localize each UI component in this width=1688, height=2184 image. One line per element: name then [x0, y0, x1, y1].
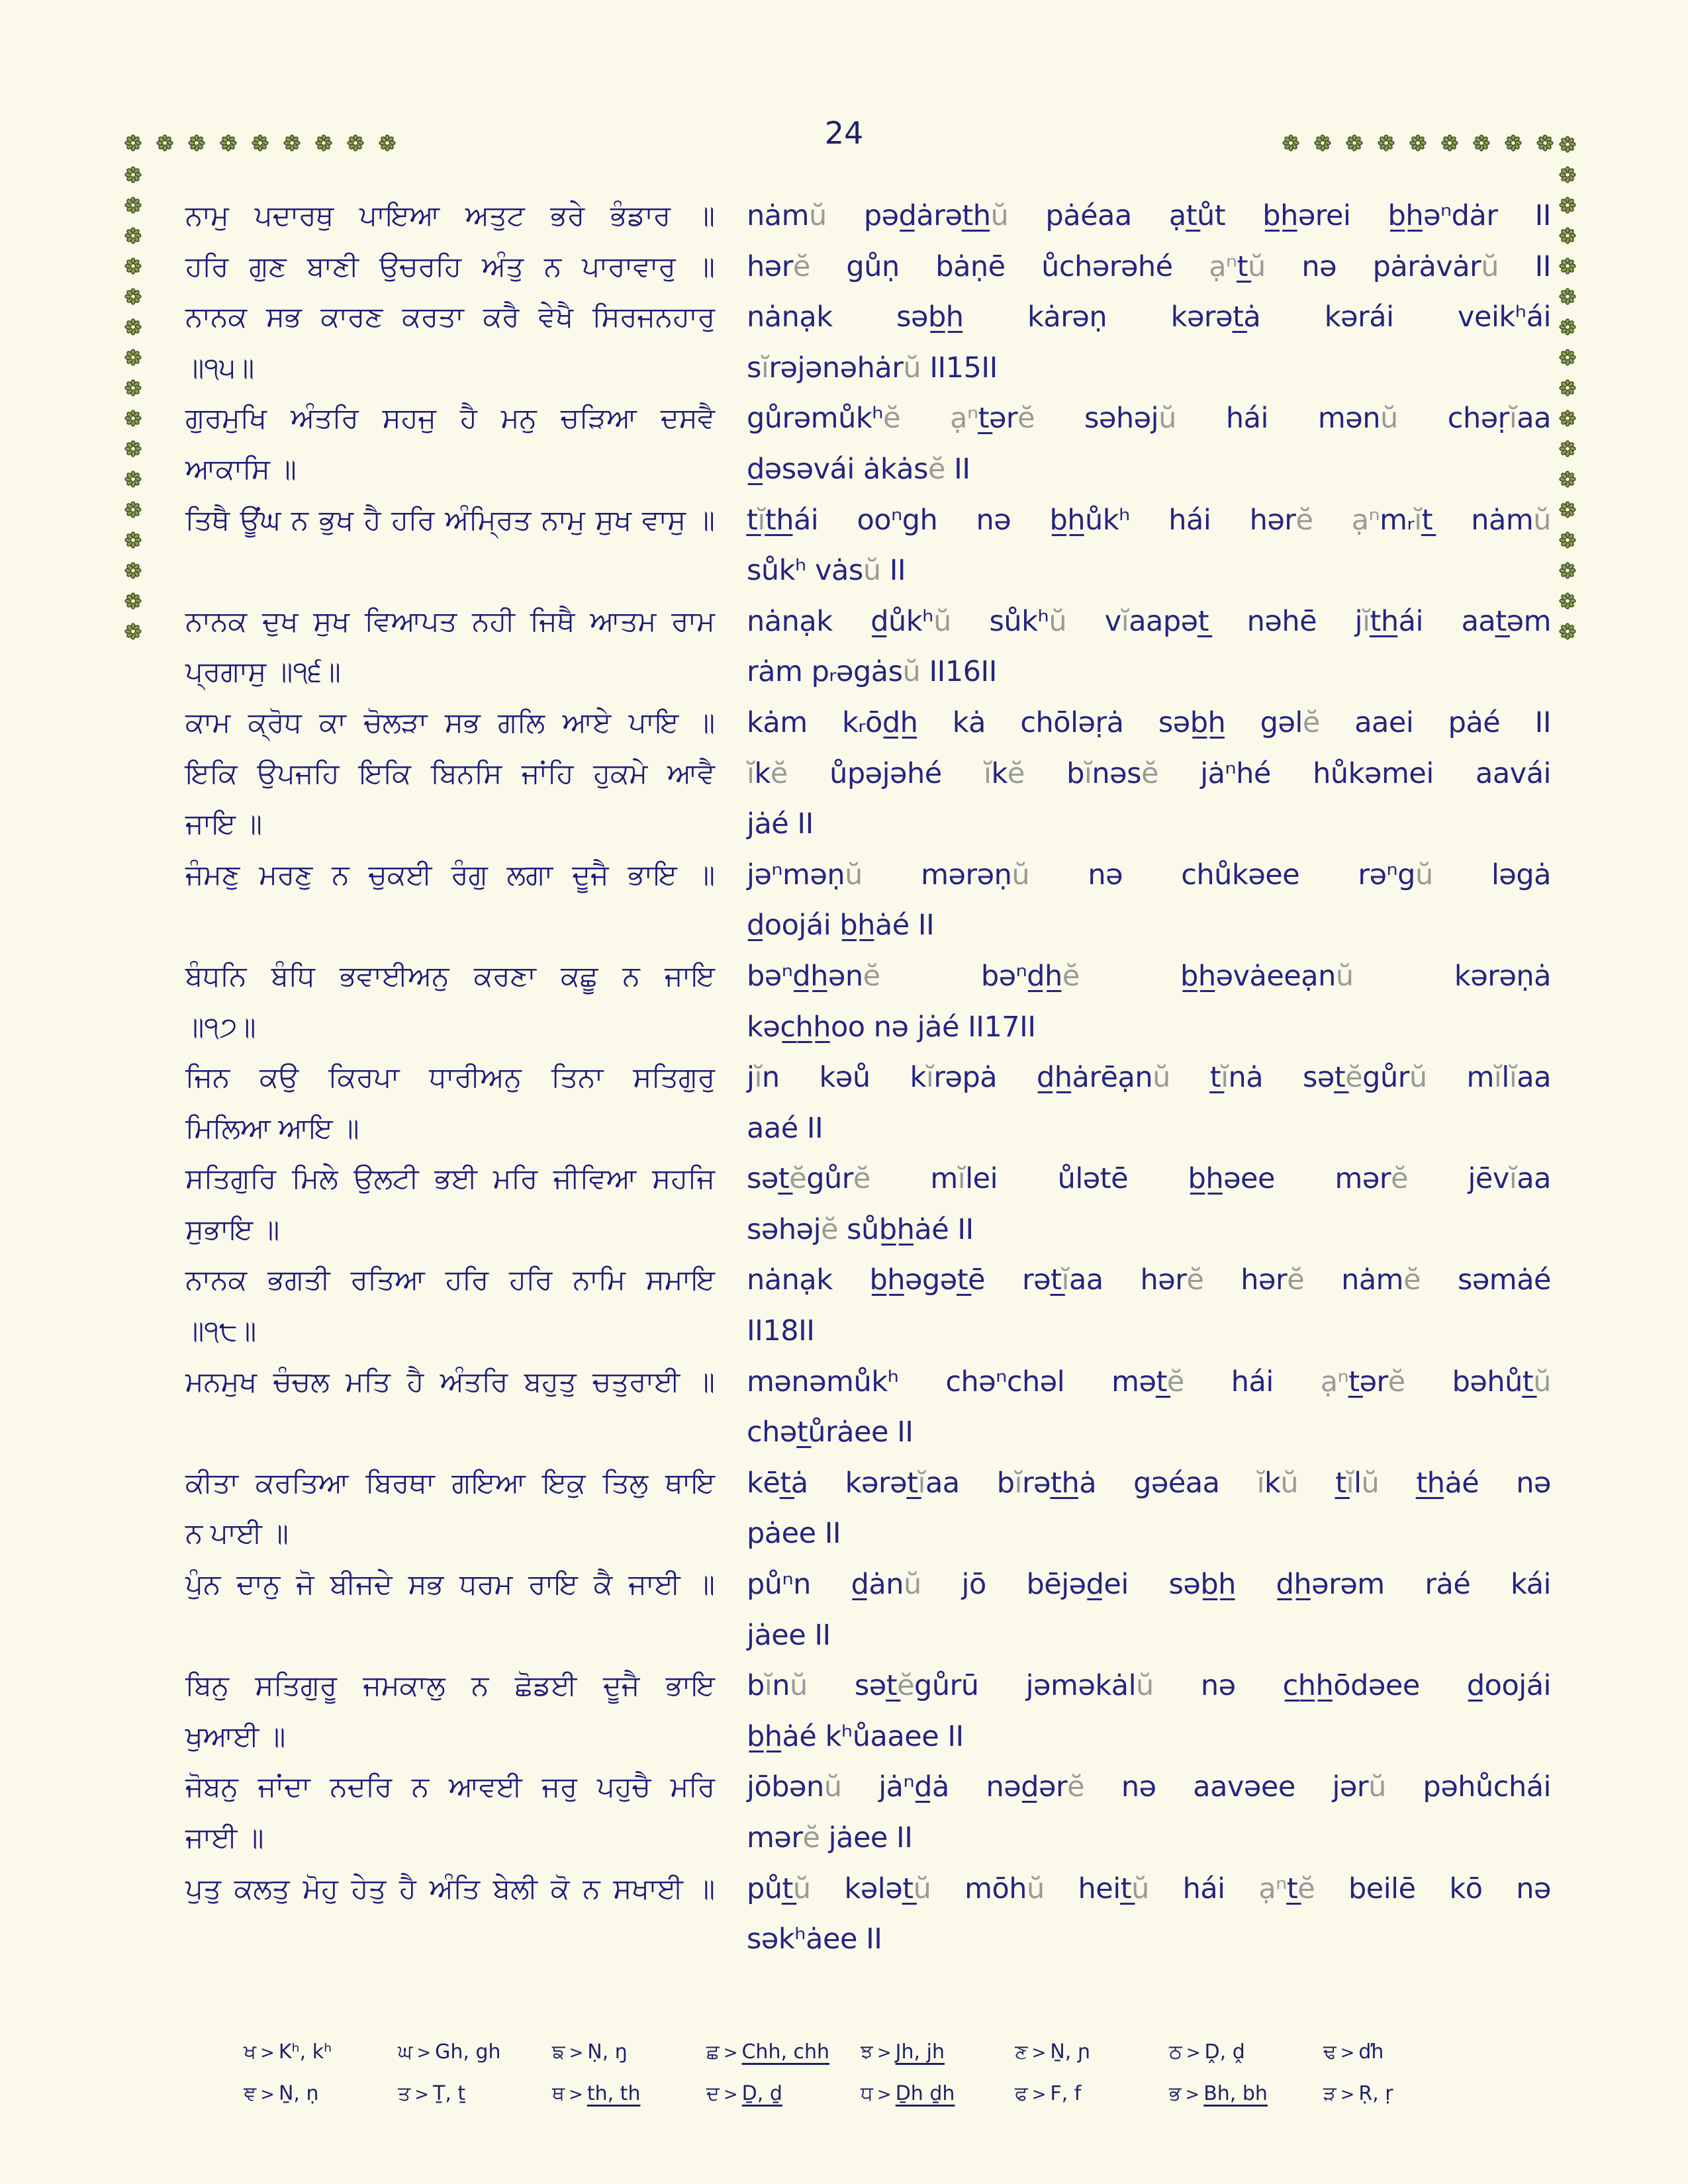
key-entry — [1015, 2079, 1169, 2110]
latin-value: Jh, jh — [895, 2040, 945, 2064]
gurmukhi-letter: ਛ — [706, 2040, 720, 2064]
maps-to-symbol: > — [1031, 2085, 1047, 2105]
transliteration-line: půⁿn d̲ȧnŭ jō bējəd̲ei səb̲h̲ d̲h̲ərəm rȧé kái — [747, 1568, 1551, 1602]
gurmukhi-line — [185, 1407, 715, 1458]
gurmukhi-letter: ਝ — [861, 2040, 873, 2064]
transliteration-line: kēt̲ȧ kərət̲ĭaa bĭrət̲h̲ȧ gəéaa ĭkŭ t̲ĭlŭ t̲h̲ȧé nə — [747, 1466, 1552, 1500]
flower-icon — [1314, 134, 1331, 152]
flower-icon — [124, 562, 142, 579]
gurmukhi-line: ਕਾਮ ਕ੍ਰੋਧ ਕਾ ਚੋਲੜਾ ਸਭ ਗਲਿ ਆਏ ਪਾਇ ॥ — [185, 706, 715, 738]
gurmukhi-line: ਆਕਾਸਿ ॥ — [185, 453, 297, 484]
transliteration-line: jəⁿməṇŭ mərəṇŭ nə chůkəee rəⁿgŭ ləgȧ — [747, 858, 1551, 891]
transliteration-line: pȧee II — [747, 1517, 841, 1551]
key-entry — [1169, 2079, 1323, 2110]
gurmukhi-letter: ਙ — [552, 2040, 565, 2064]
flower-icon — [220, 134, 237, 152]
transliteration-line: ĭkĕ ůpəjəhé ĭkĕ bĭnəsĕ jȧⁿhé hůkəmei aavái — [747, 756, 1552, 790]
transliteration-line: jōbənŭ jȧⁿd̲ȧ nəd̲ərĕ nə aavəee jərŭ pəhůchái — [747, 1770, 1551, 1804]
key-entry — [552, 2079, 706, 2110]
gurmukhi-line: ਨਾਮੁ ਪਦਾਰਥੁ ਪਾਇਆ ਅਤੁਟ ਭਰੇ ਭੰਡਾਰ ॥ — [185, 200, 715, 231]
gurmukhi-line: ਸੁਭਾਇ ॥ — [185, 1213, 280, 1245]
gurmukhi-letter: ਧ — [861, 2082, 873, 2105]
gurmukhi-letter: ਣ — [1015, 2040, 1028, 2064]
flower-icon — [1559, 257, 1576, 275]
flower-icon — [1505, 134, 1522, 152]
flower-icon — [124, 471, 142, 488]
gurmukhi-line: ॥੧੭॥ — [185, 1011, 256, 1042]
gurmukhi-letter: ਫ — [1015, 2082, 1028, 2105]
latin-value: ďh — [1358, 2040, 1384, 2064]
transliteration-line: nȧnạk səb̲h̲ kȧrəṇ kərət̲ȧ kərái veikʰái — [747, 300, 1551, 334]
flower-icon — [156, 134, 173, 152]
page-number: 24 — [824, 115, 864, 151]
flower-icon — [124, 623, 142, 640]
latin-value: th, th — [586, 2082, 641, 2105]
maps-to-symbol: > — [876, 2085, 892, 2105]
gurmukhi-letter: ਭ — [1169, 2082, 1182, 2105]
transliteration-line: jȧé II — [747, 807, 814, 841]
transliteration-line: t̲ĭt̲h̲ái ooⁿgh nə b̲h̲ůkʰ hái hərĕ ạⁿmᵣĭt̲ nȧmŭ — [747, 503, 1551, 537]
maps-to-symbol: > — [1186, 2043, 1201, 2063]
flower-icon — [1559, 501, 1576, 518]
transliteration-line: jĭn kəů kĭrəpȧ d̲h̲ȧrēạnŭ t̲ĭnȧ sət̲ĕgůrŭ mĭlĭaa — [747, 1061, 1551, 1095]
gurmukhi-line: ਮਨਮੁਖ ਚੰਚਲ ਮਤਿ ਹੈ ਅੰਤਰਿ ਬਹੁਤੁ ਚਤੁਰਾਈ ॥ — [185, 1365, 715, 1397]
flower-icon — [1559, 227, 1576, 244]
flower-icon — [124, 134, 142, 152]
transliteration-key — [244, 2037, 1488, 2110]
flower-icon — [1378, 134, 1395, 152]
key-entry — [1169, 2037, 1323, 2068]
maps-to-symbol: > — [416, 2043, 432, 2063]
transliteration-line: hərĕ gůṇ bȧṇē ůchərəhé ạⁿt̲ŭ nə pȧrȧvȧrŭ II — [747, 250, 1551, 283]
gurmukhi-line: ਜੰਮਣੁ ਮਰਣੁ ਨ ਚੁਕਈ ਰੰਗੁ ਲਗਾ ਦੂਜੈ ਭਾਇ ॥ — [185, 858, 715, 890]
key-entry — [552, 2037, 706, 2068]
transliteration-line: kȧm kᵣōd̲h̲ kȧ chōləṛȧ səb̲h̲ gəlĕ aaei pȧé II — [747, 705, 1551, 739]
flower-icon — [315, 134, 332, 152]
flower-icon — [1559, 531, 1576, 549]
flower-icon — [1559, 197, 1576, 214]
latin-value: Chh, chh — [741, 2040, 830, 2064]
gurmukhi-line: ॥੧੫॥ — [185, 351, 255, 383]
flower-icon — [124, 288, 142, 305]
transliteration-line: nȧmŭ pəd̲ȧrət̲h̲ŭ pȧéaa ạt̲ůt b̲h̲ərei b̲h̲əⁿdȧr II — [747, 199, 1551, 232]
maps-to-symbol: > — [569, 2085, 583, 2105]
gurmukhi-line — [185, 1610, 715, 1661]
maps-to-symbol: > — [876, 2043, 892, 2063]
flower-icon — [124, 410, 142, 427]
flower-icon — [124, 592, 142, 610]
transliteration-line: II18II — [747, 1314, 815, 1348]
latin-value: F, f — [1050, 2082, 1082, 2105]
transliteration-line: půt̲ŭ kələt̲ŭ mōhŭ heit̲ŭ hái ạⁿt̲ĕ beilē kō nə — [747, 1872, 1551, 1905]
flower-icon — [1346, 134, 1363, 152]
gurmukhi-letter: ਦ — [706, 2082, 720, 2105]
key-entry — [1323, 2037, 1477, 2068]
scripture-text-grid — [185, 191, 1551, 1965]
latin-value: Ṛ, ṛ — [1358, 2082, 1393, 2105]
key-entry — [861, 2037, 1015, 2068]
key-entry — [398, 2037, 552, 2068]
gurmukhi-line — [185, 545, 715, 596]
transliteration-line: nȧnạk d̲ůkʰŭ sůkʰŭ vĭaapət̲ nəhē jĭt̲h̲ái aat̲əm — [747, 604, 1551, 638]
latin-value: Ḏh ḏh — [895, 2082, 955, 2105]
gurmukhi-line: ਖੁਆਈ ॥ — [185, 1720, 286, 1752]
flower-icon — [1282, 134, 1299, 152]
flower-icon — [1559, 592, 1576, 610]
transliteration-line: d̲əsəvái ȧkȧsĕ II — [747, 452, 970, 486]
flower-icon — [124, 197, 142, 214]
maps-to-symbol: > — [414, 2085, 429, 2105]
gurmukhi-letter: ਞ — [244, 2082, 257, 2105]
transliteration-line: səhəjĕ sůb̲h̲ȧé II — [747, 1212, 974, 1246]
transliteration-line: gůrəmůkʰĕ ạⁿt̲ərĕ səhəjŭ hái mənŭ chəṛĭaa — [747, 402, 1551, 435]
maps-to-symbol: > — [723, 2085, 738, 2105]
gurmukhi-line: ਨ ਪਾਈ ॥ — [185, 1518, 289, 1549]
gurmukhi-line: ਜਾਈ ॥ — [185, 1822, 264, 1853]
transliteration-line: d̲oojái b̲h̲ȧé II — [747, 909, 935, 942]
maps-to-symbol: > — [260, 2043, 275, 2063]
gurmukhi-line: ਮਿਲਿਆ ਆਇ ॥ — [185, 1112, 359, 1144]
gurmukhi-line: ਗੁਰਮੁਖਿ ਅੰਤਰਿ ਸਹਜੁ ਹੈ ਮਨੁ ਚੜਿਆ ਦਸਵੈ — [185, 402, 715, 434]
flower-icon — [124, 440, 142, 457]
latin-value: Ṉ, ṇ — [278, 2082, 319, 2105]
flower-icon — [1559, 349, 1576, 366]
key-entry — [706, 2037, 861, 2068]
gurmukhi-line: ਤਿਥੈ ਊਂਘ ਨ ਭੁਖ ਹੈ ਹਰਿ ਅੰਮ੍ਰਿਤ ਨਾਮੁ ਸੁਖ ਵਾਸੁ ॥ — [185, 504, 715, 535]
maps-to-symbol: > — [1340, 2085, 1355, 2105]
latin-value: Kʰ, kʰ — [278, 2040, 332, 2064]
flower-icon — [1473, 134, 1490, 152]
latin-value: Ṇ, ŋ — [587, 2040, 628, 2064]
latin-value: Ṉ, ɲ — [1050, 2040, 1091, 2064]
maps-to-symbol: > — [1340, 2043, 1355, 2063]
flower-icon — [283, 134, 301, 152]
flower-icon — [124, 257, 142, 275]
gurmukhi-letter: ਥ — [552, 2082, 565, 2105]
transliteration-line: mənəmůkʰ chəⁿchəl mət̲ĕ hái ạⁿt̲ərĕ bəhůt̲ŭ — [747, 1365, 1551, 1398]
gurmukhi-letter: ਠ — [1169, 2040, 1182, 2064]
flower-icon — [1559, 166, 1576, 183]
key-entry — [861, 2079, 1015, 2110]
gurmukhi-line: ਨਾਨਕ ਸਭ ਕਾਰਣ ਕਰਤਾ ਕਰੈ ਵੇਖੈ ਸਿਰਜਨਹਾਰੁ — [185, 301, 715, 333]
transliteration-line: jȧee II — [747, 1618, 831, 1652]
maps-to-symbol: > — [569, 2043, 584, 2063]
key-entry — [1015, 2037, 1169, 2068]
gurmukhi-letter: ਢ — [1323, 2040, 1336, 2064]
gurmukhi-line: ਪ੍ਰਗਾਸੁ ॥੧੬॥ — [185, 656, 341, 688]
flower-icon — [1559, 562, 1576, 579]
latin-value: Bh, bh — [1203, 2082, 1268, 2105]
maps-to-symbol: > — [260, 2085, 275, 2105]
flower-icon — [1559, 136, 1576, 153]
latin-value: Ḏ, ḏ — [741, 2082, 782, 2105]
gurmukhi-line: ਸਤਿਗੁਰਿ ਮਿਲੇ ਉਲਟੀ ਭਈ ਮਰਿ ਜੀਵਿਆ ਸਹਜਿ — [185, 1163, 715, 1195]
gurmukhi-line: ਬਿਨੁ ਸਤਿਗੁਰੂ ਜਮਕਾਲੁ ਨ ਛੋਡਈ ਦੂਜੈ ਭਾਇ — [185, 1670, 715, 1702]
transliteration-line: kəc̲h̲h̲oo nə jȧé II17II — [747, 1010, 1036, 1044]
gurmukhi-letter: ੜ — [1323, 2082, 1336, 2105]
gurmukhi-line: ਨਾਨਕ ਭਗਤੀ ਰਤਿਆ ਹਰਿ ਹਰਿ ਨਾਮਿ ਸਮਾਇ — [185, 1264, 715, 1296]
flower-icon — [1559, 623, 1576, 640]
flower-icon — [1409, 134, 1427, 152]
key-entry — [706, 2079, 861, 2110]
gurmukhi-line — [185, 1914, 715, 1965]
gurmukhi-line — [185, 900, 715, 951]
latin-value: Ṯ, ṯ — [433, 2082, 466, 2105]
flower-icon — [188, 134, 205, 152]
gurmukhi-letter: ਤ — [398, 2082, 411, 2105]
latin-value: Gh, gh — [435, 2040, 501, 2064]
flower-icon — [1536, 134, 1554, 152]
key-entry — [1323, 2079, 1477, 2110]
flower-icon — [124, 349, 142, 366]
flower-icon — [1559, 410, 1576, 427]
flower-icon — [379, 134, 396, 152]
flower-icon — [124, 501, 142, 518]
flower-icon — [124, 531, 142, 549]
flower-icon — [1559, 318, 1576, 336]
flower-icon — [124, 379, 142, 396]
flower-icon — [1559, 288, 1576, 305]
flower-icon — [124, 166, 142, 183]
gurmukhi-letter: ਘ — [398, 2040, 413, 2064]
flower-icon — [1559, 471, 1576, 488]
flower-icon — [124, 318, 142, 336]
flower-icon — [124, 227, 142, 244]
gurmukhi-line: ਇਕਿ ਉਪਜਹਿ ਇਕਿ ਬਿਨਸਿ ਜਾਂਹਿ ਹੁਕਮੇ ਆਵੈ — [185, 757, 715, 789]
transliteration-line: bəⁿd̲h̲ənĕ bəⁿd̲h̲ĕ b̲h̲əvȧeeạnŭ kərəṇȧ — [747, 959, 1552, 993]
gurmukhi-line: ਨਾਨਕ ਦੁਖ ਸੁਖ ਵਿਆਪਤ ਨਹੀ ਜਿਥੈ ਆਤਮ ਰਾਮ — [185, 605, 715, 637]
gurmukhi-line: ਬੰਧਨਿ ਬੰਧਿ ਭਵਾਈਅਨੁ ਕਰਣਾ ਕਛੂ ਨ ਜਾਇ — [185, 960, 715, 991]
transliteration-line: chət̲ůrȧee II — [747, 1416, 914, 1449]
gurmukhi-line: ਪੁਤੁ ਕਲਤੁ ਮੋਹੁ ਹੇਤੁ ਹੈ ਅੰਤਿ ਬੇਲੀ ਕੋ ਨ ਸਖਾਈ ॥ — [185, 1872, 715, 1904]
gurmukhi-line: ਜੋਬਨੁ ਜਾਂਦਾ ਨਦਰਿ ਨ ਆਵਈ ਜਰੁ ਪਹੁਚੈ ਮਰਿ — [185, 1771, 715, 1803]
gurmukhi-line: ਪੁੰਨ ਦਾਨੁ ਜੋ ਬੀਜਦੇ ਸਭ ਧਰਮ ਰਾਇ ਕੈ ਜਾਈ ॥ — [185, 1569, 715, 1600]
transliteration-line: sət̲ĕgůrĕ mĭlei ůlətē b̲h̲əee mərĕ jēvĭaa — [747, 1162, 1551, 1196]
transliteration-line: rȧm pᵣəgȧsŭ II16II — [747, 655, 997, 689]
transliteration-line: nȧnạk b̲h̲əgət̲ē rət̲ĭaa hərĕ hərĕ nȧmĕ səmȧé — [747, 1263, 1551, 1297]
flower-icon — [252, 134, 269, 152]
gurmukhi-line: ਹਰਿ ਗੁਣ ਬਾਣੀ ਉਚਰਹਿ ਅੰਤੁ ਨ ਪਾਰਾਵਾਰੁ ॥ — [185, 250, 715, 282]
transliteration-line: b̲h̲ȧé kʰůaaee II — [747, 1719, 964, 1753]
gurmukhi-line: ਜਾਇ ॥ — [185, 808, 262, 840]
flower-icon — [1559, 379, 1576, 396]
gurmukhi-line: ॥੧੮॥ — [185, 1315, 257, 1347]
transliteration-line: aaé II — [747, 1111, 823, 1145]
key-entry — [244, 2079, 398, 2110]
flower-icon — [1441, 134, 1458, 152]
gurmukhi-letter: ਖ — [244, 2040, 257, 2064]
flower-icon — [1559, 440, 1576, 457]
key-entry — [398, 2079, 552, 2110]
transliteration-line: mərĕ jȧee II — [747, 1821, 913, 1854]
maps-to-symbol: > — [1185, 2085, 1200, 2105]
transliteration-line: sĭrəjənəhȧrŭ II15II — [747, 351, 998, 385]
gurmukhi-line: ਜਿਨ ਕਉ ਕਿਰਪਾ ਧਾਰੀਅਨੁ ਤਿਨਾ ਸਤਿਗੁਰੁ — [185, 1062, 715, 1093]
maps-to-symbol: > — [723, 2043, 738, 2063]
transliteration-line: səkʰȧee II — [747, 1923, 882, 1956]
transliteration-line: bĭnŭ sət̲ĕgůrū jəməkȧlŭ nə c̲h̲h̲ōdəee d̲oojái — [747, 1669, 1552, 1703]
latin-value: Ḓ, ḓ — [1204, 2040, 1245, 2064]
transliteration-line: sůkʰ vȧsŭ II — [747, 554, 906, 588]
flower-icon — [347, 134, 364, 152]
gurmukhi-line: ਕੀਤਾ ਕਰਤਿਆ ਬਿਰਥਾ ਗਇਆ ਇਕੁ ਤਿਲੁ ਥਾਇ — [185, 1467, 715, 1498]
key-entry — [244, 2037, 398, 2068]
maps-to-symbol: > — [1031, 2043, 1047, 2063]
